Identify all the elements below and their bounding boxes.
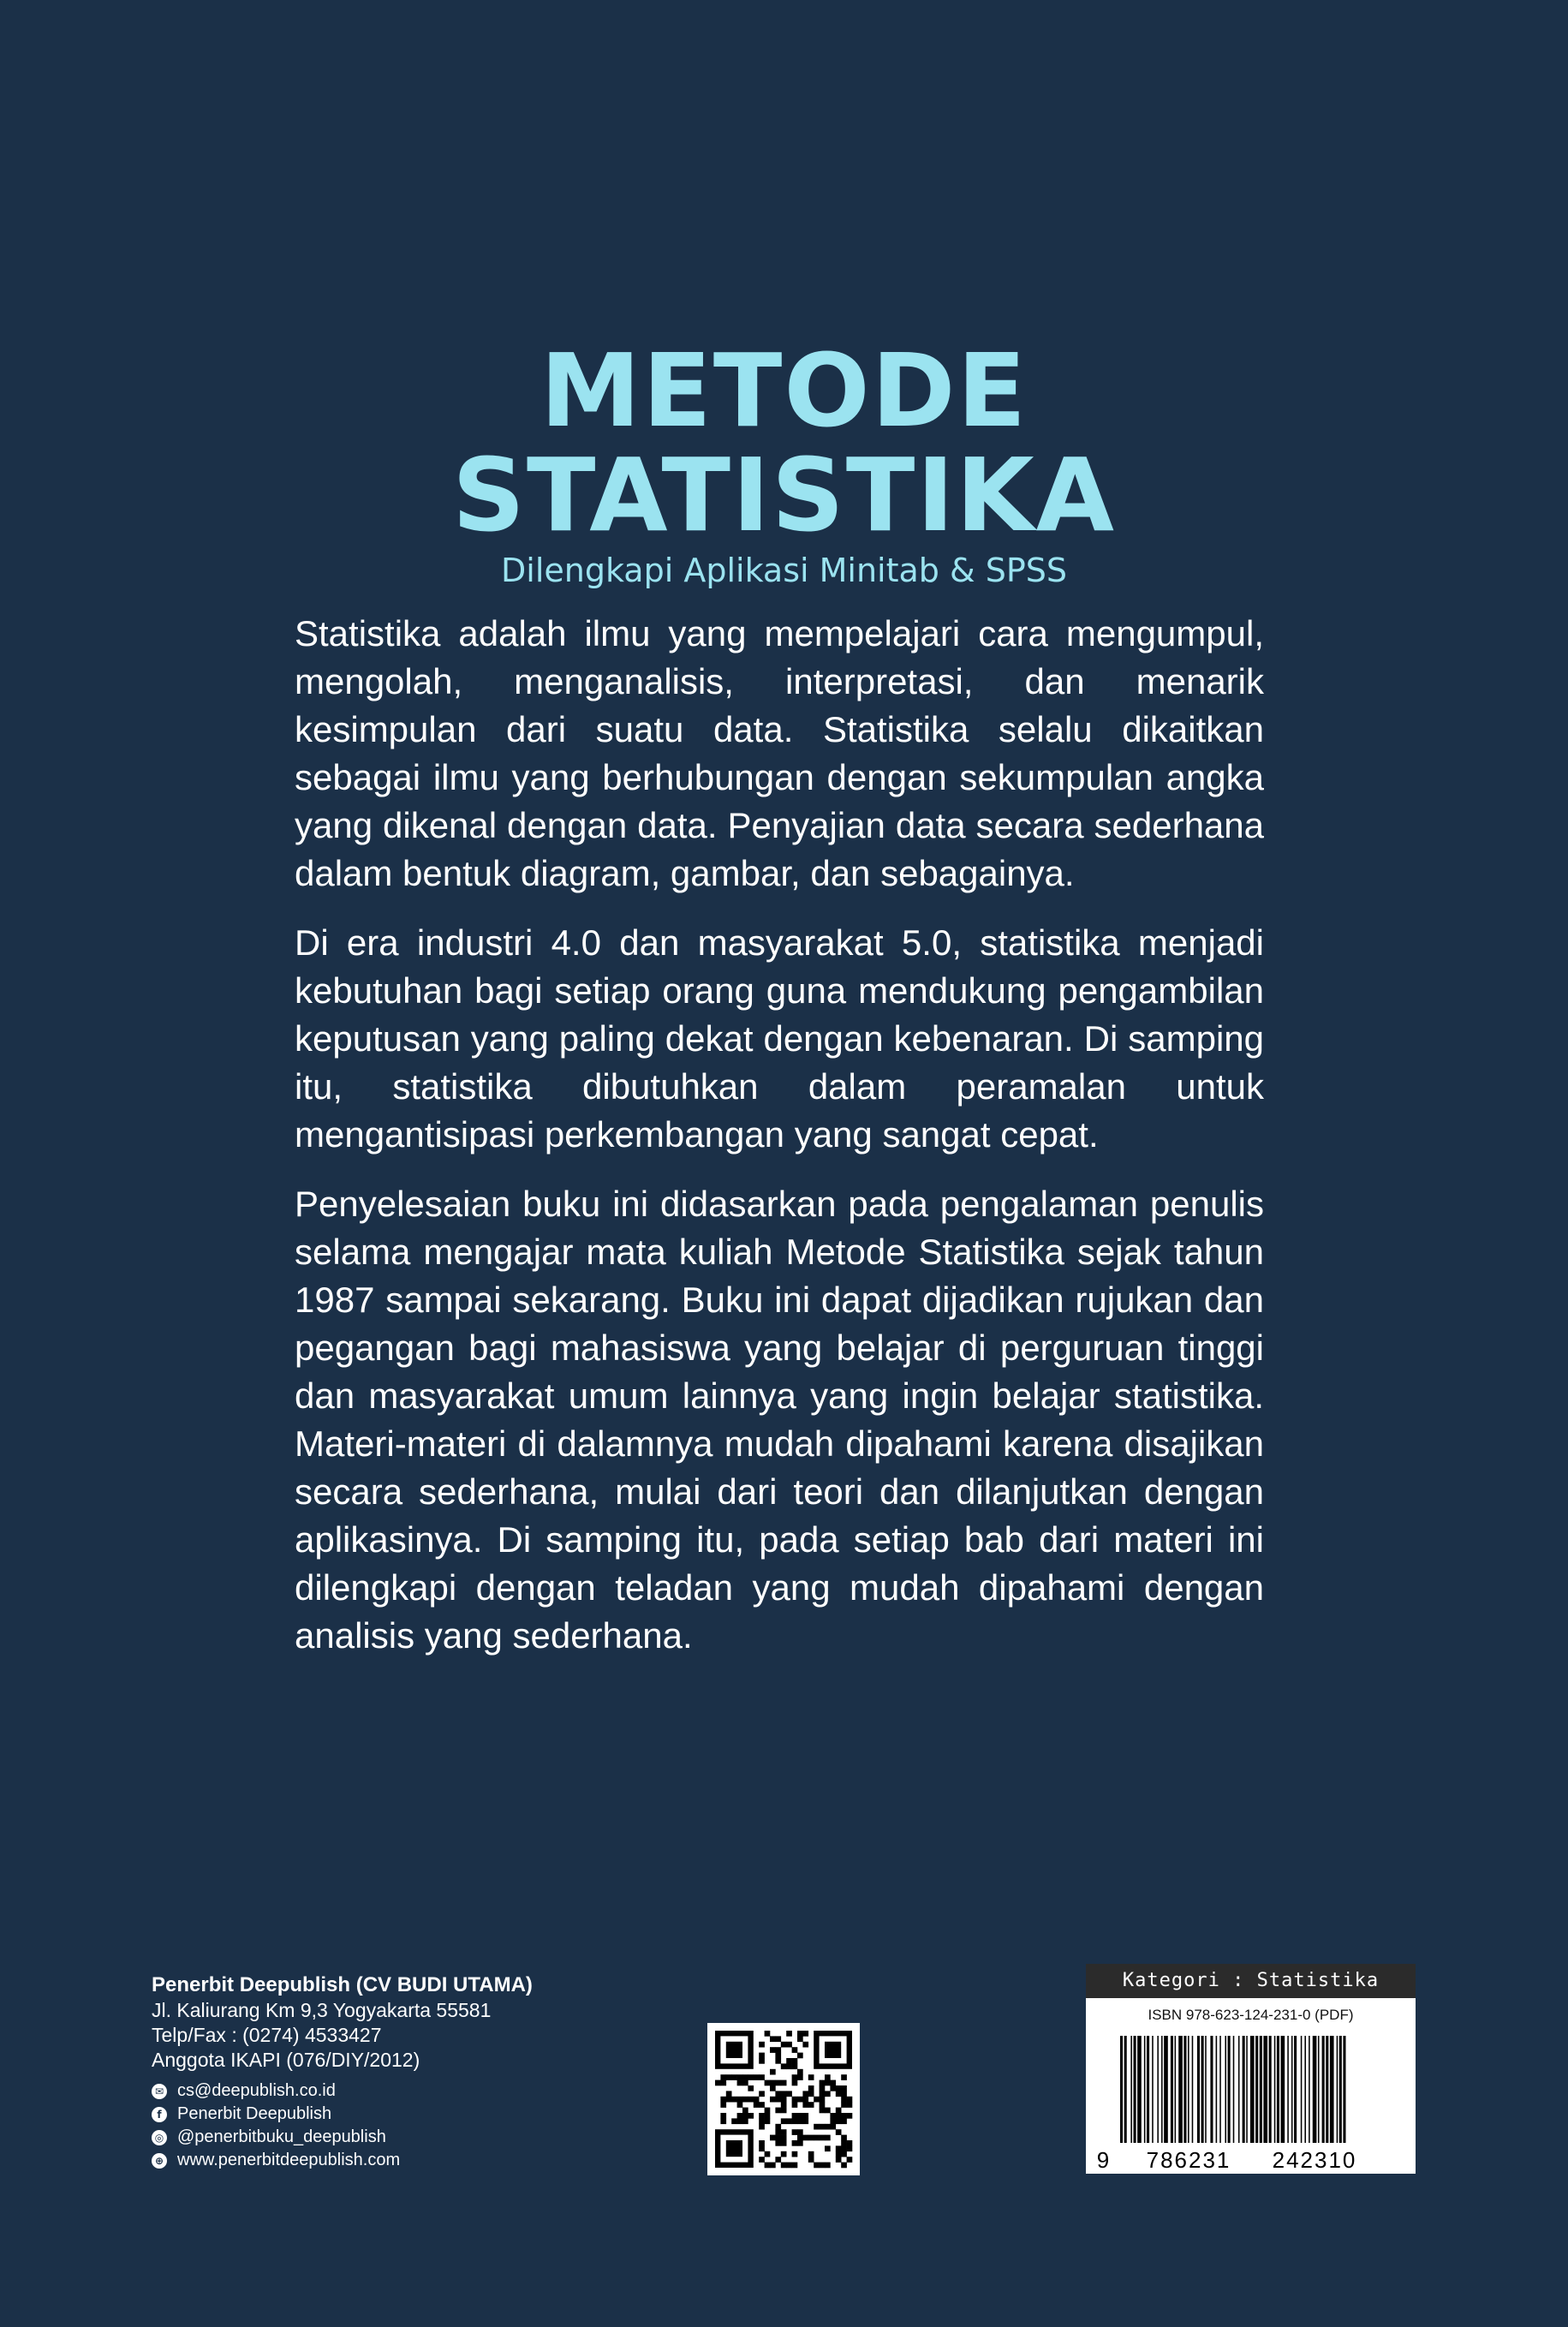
blurb	[295, 610, 1264, 1681]
book-title-line2: STATISTIKA	[451, 436, 1116, 554]
blurb-paragraph-3: Penyelesaian buku ini didasarkan pada pengalaman penulis selama mengajar mata kuliah Metode Statistika sejak tahun 1987 sampai sekarang. Buku ini dapat dijadikan rujukan dan pegangan bagi mahasiswa yang belajar di perguruan tinggi dan masyarakat umum lainnya yang ingin belajar statistika. Materi-materi di dalamnya mudah dipahami karena disajikan secara sederhana, mulai dari teori dan dilanjutkan dengan aplikasinya. Di samping itu, pada setiap bab dari materi ini dilengkapi dengan teladan yang mudah dipahami dengan analisis yang sederhana.	[295, 1184, 1264, 1656]
barcode-graphic	[1086, 2036, 1416, 2174]
book-subtitle: Dilengkapi Aplikasi Minitab & SPSS	[501, 552, 1067, 589]
blurb-paragraph-2: Di era industri 4.0 dan masyarakat 5.0, statistika menjadi kebutuhan bagi setiap orang guna mendukung pengambilan keputusan yang paling dekat dengan kebenaran. Di samping itu, statistika dibutuhkan dalam peramalan untuk mengantisipasi perkembangan yang sangat cepat.	[295, 922, 1264, 1155]
publisher-address: Jl. Kaliurang Km 9,3 Yogyakarta 55581	[152, 1999, 492, 2021]
publisher-name: Penerbit Deepublish (CV BUDI UTAMA)	[152, 1973, 533, 1996]
facebook-text: Penerbit Deepublish	[177, 2104, 332, 2123]
kategori-label: Kategori : Statistika	[1086, 1964, 1416, 1998]
globe-icon: ⊕	[152, 2153, 167, 2169]
book-title-line1: METODE	[540, 331, 1028, 450]
barcode-digit-first: 9	[1096, 2147, 1110, 2173]
barcode-box	[1086, 1998, 1416, 2174]
title-block	[0, 331, 1568, 592]
barcode-digits-left: 786231	[1146, 2147, 1231, 2173]
contact-instagram	[152, 2126, 751, 2149]
blurb-paragraph-1: Statistika adalah ilmu yang mempelajari cara mengumpul, mengolah, menganalisis, interpretasi, dan menarik kesimpulan dari suatu data. Statistika selalu dikaitkan sebagai ilmu yang berhubungan dengan sekumpulan angka yang dikenal dengan data. Penyajian data secara sederhana dalam bentuk diagram, gambar, dan sebagainya.	[295, 613, 1264, 893]
email-text: cs@deepublish.co.id	[177, 2081, 336, 2100]
contact-facebook	[152, 2103, 751, 2126]
publisher-member: Anggota IKAPI (076/DIY/2012)	[152, 2049, 420, 2071]
barcode-block	[1086, 1964, 1416, 2174]
website-text: www.penerbitdeepublish.com	[177, 2151, 401, 2169]
barcode-digits-right: 242310	[1272, 2147, 1357, 2173]
instagram-icon: ◎	[152, 2130, 167, 2145]
publisher-phone: Telp/Fax : (0274) 4533427	[152, 2024, 382, 2046]
isbn-text: ISBN 978-623-124-231-0 (PDF)	[1148, 2007, 1354, 2023]
contact-list	[152, 2079, 751, 2172]
email-icon: ✉	[152, 2084, 167, 2099]
qr-code	[707, 2023, 860, 2175]
facebook-icon: f	[152, 2107, 167, 2122]
contact-email	[152, 2079, 751, 2103]
instagram-text: @penerbitbuku_deepublish	[177, 2127, 386, 2146]
publisher-info	[152, 1972, 751, 2172]
contact-website	[152, 2149, 751, 2172]
